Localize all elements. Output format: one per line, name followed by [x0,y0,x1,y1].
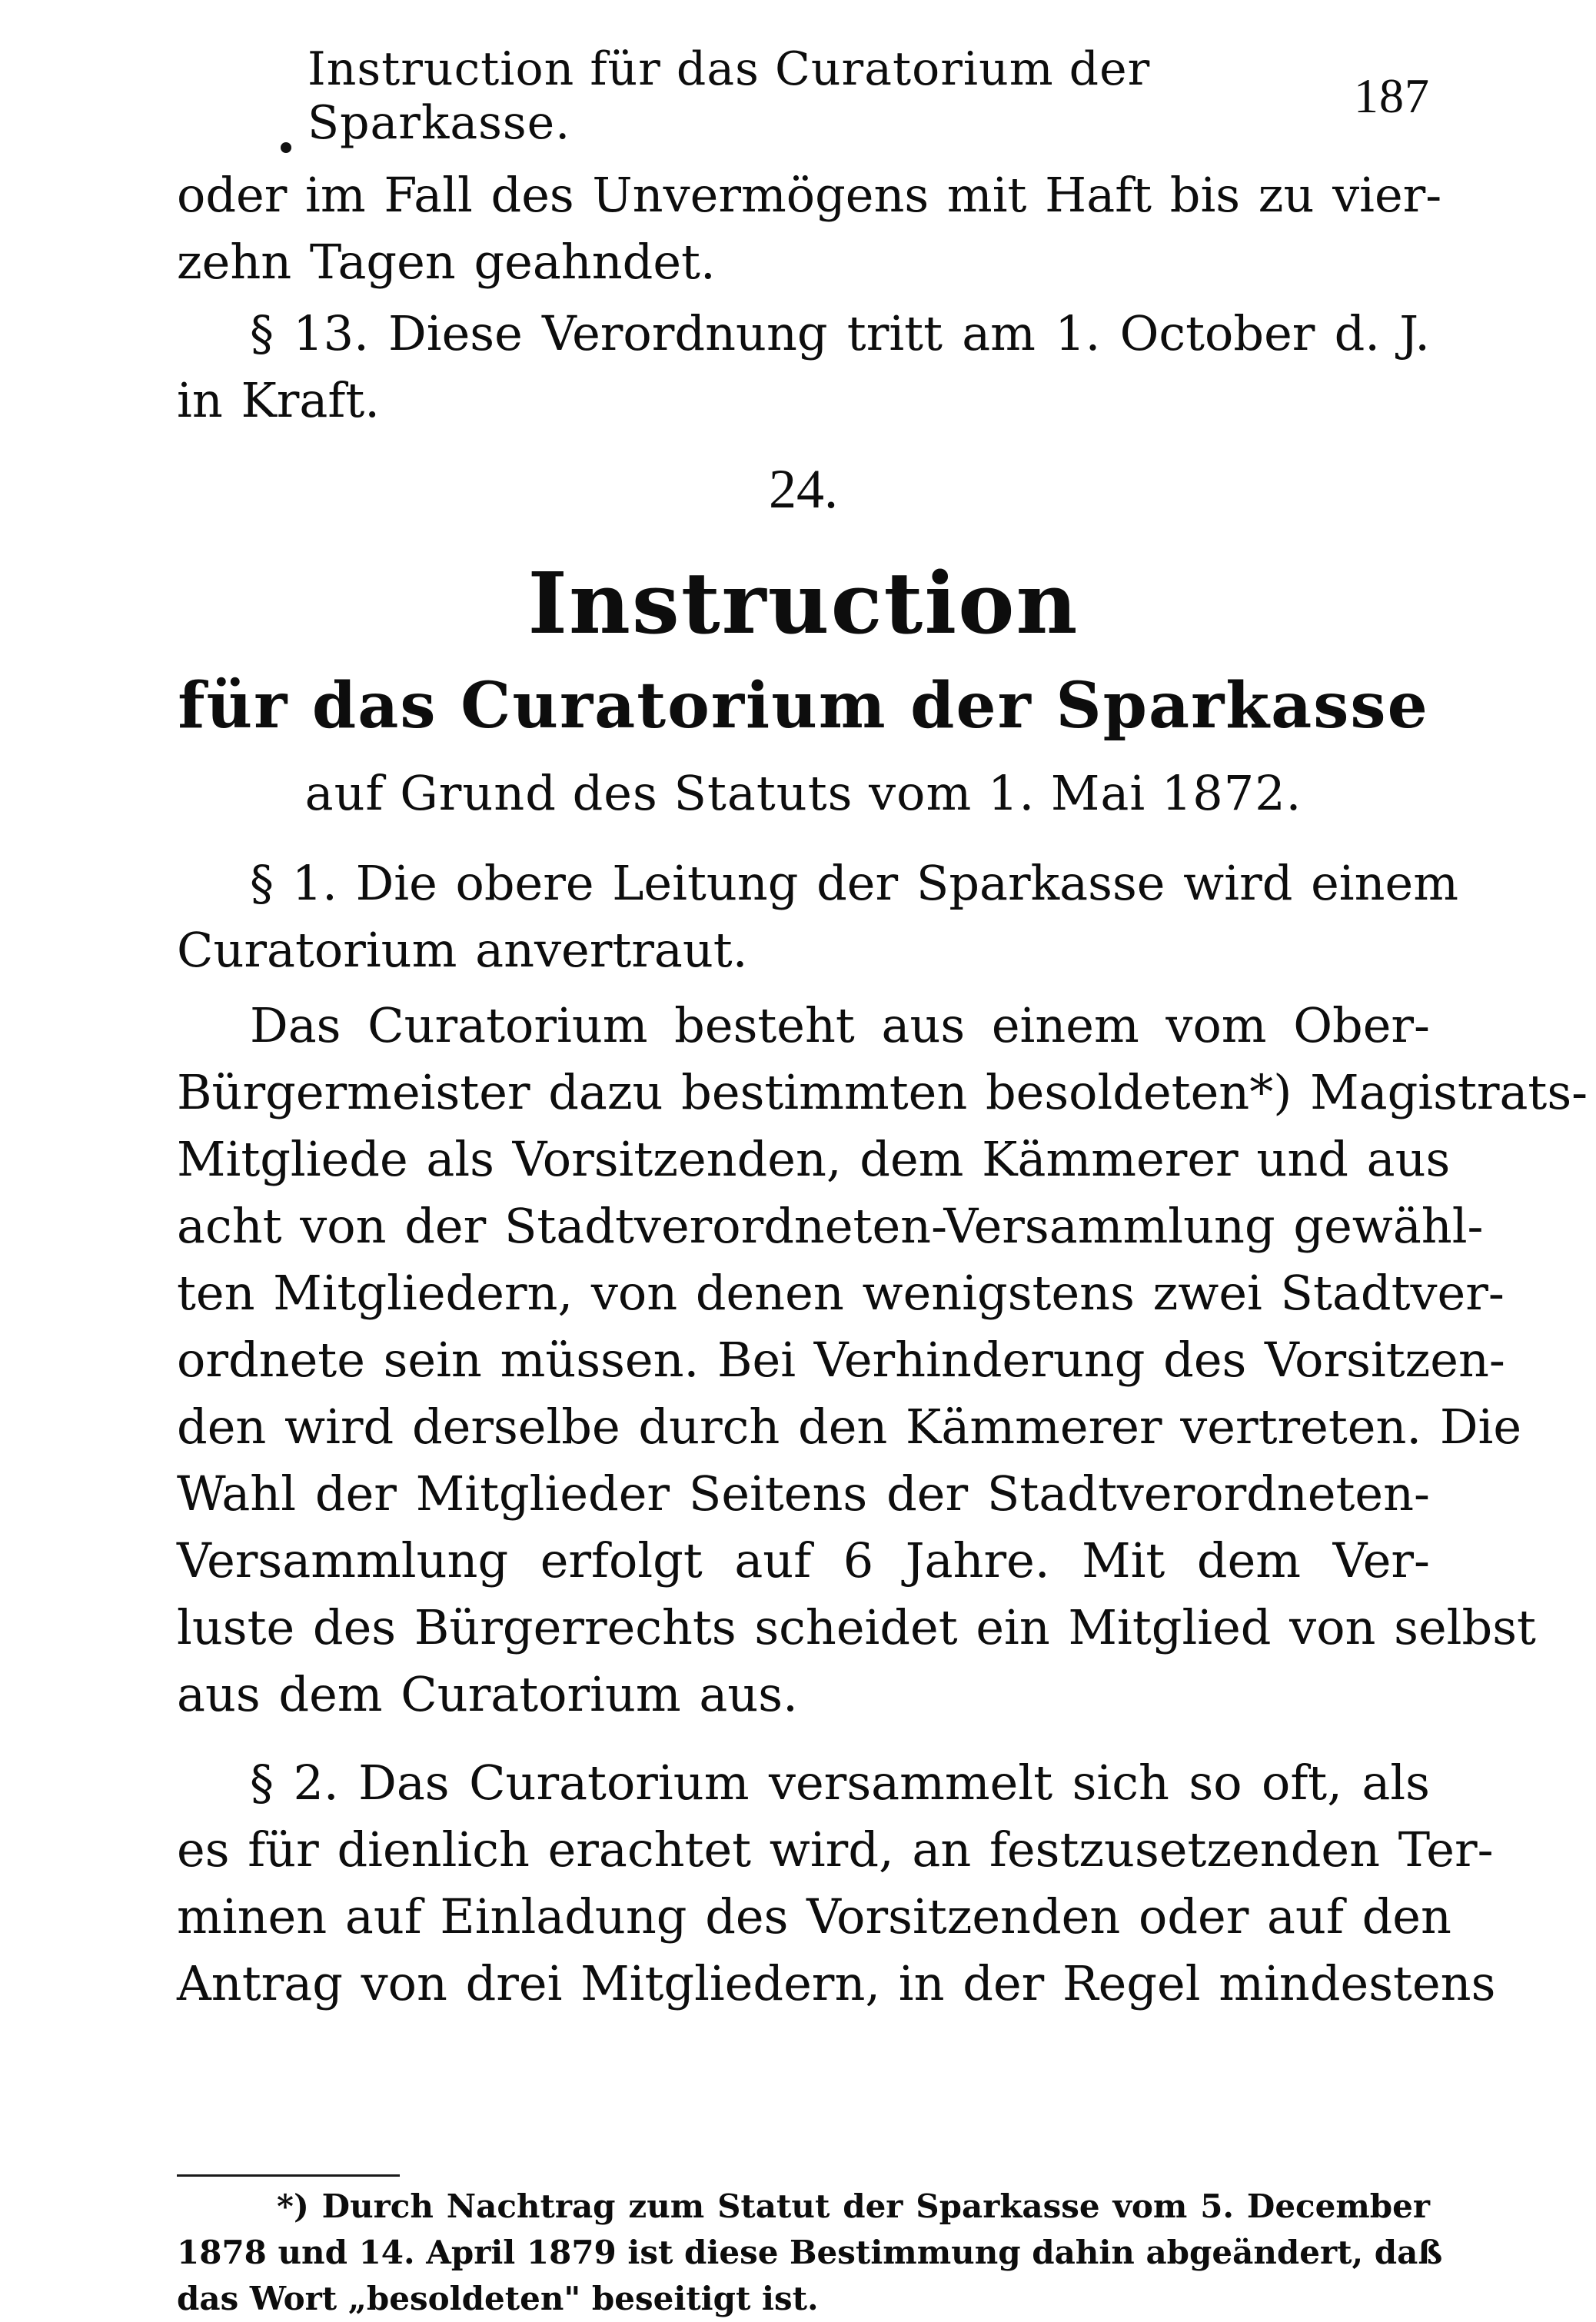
ink-mark [281,142,291,153]
text-line: Bürgermeister dazu bestimmten besoldeten*) Magistrats- [177,1064,1588,1120]
text-line: ten Mitgliedern, von denen wenigstens zwei Stadtver- [177,1265,1505,1321]
footnote [177,2184,1443,2322]
continuation-paragraph [177,161,1442,295]
text-line: § 2. Das Curatorium versammelt sich so oft, als [250,1755,1430,1811]
text-line: aus dem Curatorium aus. [177,1666,798,1722]
section-1-second-paragraph [177,992,1588,1728]
book-page [177,31,1588,2317]
text-line: Versammlung erfolgt auf 6 Jahre. Mit dem Ver- [177,1532,1430,1588]
document-number: 24. [769,458,838,520]
text-line: in Kraft. [177,372,380,428]
text-line: es für dienlich erachtet wird, an festzusetzenden Ter- [177,1821,1494,1878]
text-line: Antrag von drei Mitgliedern, in der Regel mindestens [177,1955,1496,2011]
footnote-line: das Wort „besoldeten" beseitigt ist. [177,2280,819,2317]
section-13-paragraph [177,300,1430,434]
page-number: 187 [1354,68,1430,123]
document-title: Instruction [527,554,1079,653]
text-line: Das Curatorium besteht aus einem vom Ober- [250,997,1430,1053]
running-head [308,42,1430,150]
document-basis: auf Grund des Statuts vom 1. Mai 1872. [304,765,1302,821]
text-line: den wird derselbe durch den Kämmerer vertreten. Die [177,1399,1522,1455]
text-line: Curatorium anvertraut. [177,922,748,978]
text-line: luste des Bürgerrechts scheidet ein Mitglied von selbst [177,1599,1536,1655]
text-line: oder im Fall des Unvermögens mit Haft bis zu vier- [177,167,1442,223]
footnote-rule [177,2174,400,2177]
text-line: zehn Tagen geahndet. [177,234,716,290]
text-line: minen auf Einladung des Vorsitzenden oder auf den [177,1888,1451,1944]
footnote-line: *) Durch Nachtrag zum Statut der Sparkasse vom 5. December [277,2187,1430,2225]
text-line: § 13. Diese Verordnung tritt am 1. October d. J. [250,305,1430,361]
text-line: acht von der Stadtverordneten-Versammlung gewähl- [177,1198,1484,1254]
footnote-line: 1878 und 14. April 1879 ist diese Bestimmung dahin abgeändert, daß [177,2234,1443,2271]
running-head-title: Instruction für das Curatorium der Sparkasse. [308,42,1151,150]
text-line: Mitgliede als Vorsitzenden, dem Kämmerer und aus [177,1131,1451,1187]
text-line: ordnete sein müssen. Bei Verhinderung des Vorsitzen- [177,1332,1505,1388]
text-line: § 1. Die obere Leitung der Sparkasse wird einem [250,855,1459,911]
text-line: Wahl der Mitglieder Seitens der Stadtverordneten- [177,1465,1430,1522]
section-2-paragraph [177,1749,1496,2017]
section-1-paragraph [177,850,1459,983]
document-subtitle: für das Curatorium der Sparkasse [178,669,1429,743]
